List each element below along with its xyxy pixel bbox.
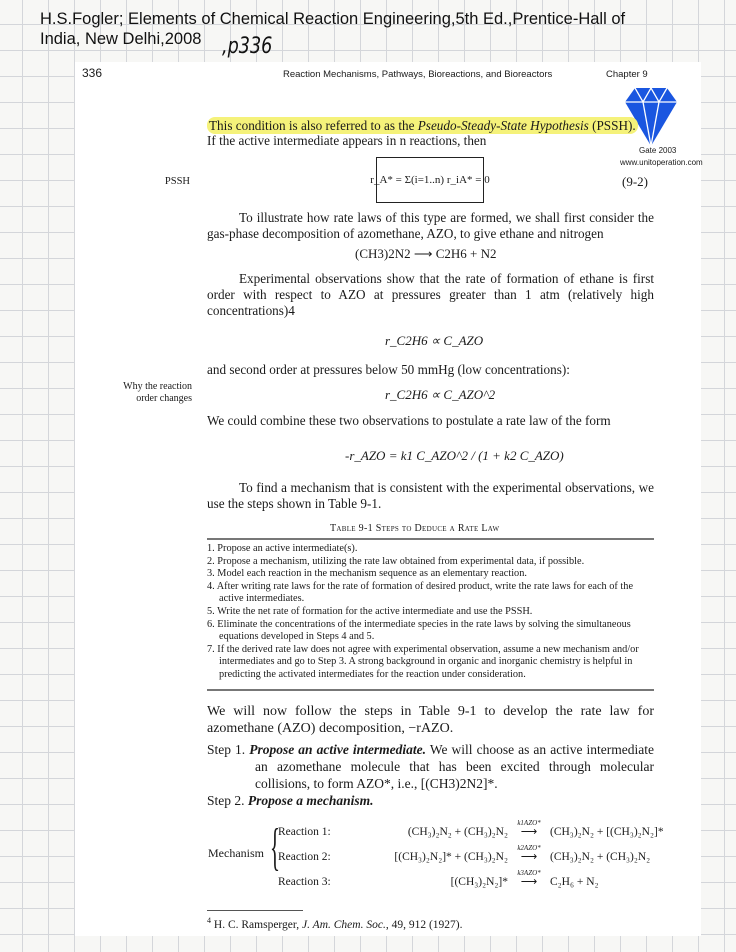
equation-number: (9-2)	[622, 174, 648, 189]
reaction-arrow: k1AZO* ⟶	[508, 820, 550, 845]
reaction-row	[278, 845, 664, 870]
text: This condition is also referred to as the	[209, 118, 418, 133]
table-row: 5. Write the net rate of formation for the active intermediate and use the PSSH.	[207, 605, 533, 617]
reaction-rhs: C₂H₆ + N₂	[550, 876, 599, 888]
rate-law-equation: -r_AZO = k1 C_AZO^2 / (1 + k2 C_AZO)	[345, 448, 564, 463]
rate-constant: k3AZO*	[517, 869, 541, 877]
second-order-relation: r_C2H6 ∝ C_AZO^2	[385, 387, 496, 402]
step-title: Propose a mechanism.	[247, 793, 374, 808]
reaction-lhs: (CH₃)₂N₂ + (CH₃)₂N₂	[407, 826, 508, 838]
paragraph: We will now follow the steps in Table 9-1 to develop the rate law for azomethane (AZO) decomposition, −rAZO.	[207, 704, 654, 736]
text: , 49, 912 (1927).	[385, 918, 463, 931]
table-row: 4. After writing rate laws for the rate of formation of desired product, write the rate laws for each of the active intermediates.	[207, 580, 634, 605]
footnote-rule	[207, 910, 303, 911]
reaction-name: Reaction 2:	[278, 851, 331, 863]
reaction-row	[278, 820, 664, 845]
rate-constant: k1AZO*	[517, 819, 541, 827]
paragraph: To illustrate how rate laws of this type are formed, we shall first consider the gas-phase decomposition of azomethane, AZO, to give ethane and nitrogen	[207, 210, 654, 241]
paragraph: To find a mechanism that is consistent with the experimental observations, we use the steps shown in Table 9-1.	[207, 480, 654, 511]
table-top-rule	[207, 538, 654, 540]
text: H. C. Ramsperger,	[211, 918, 303, 931]
step-1	[207, 741, 654, 792]
highlighted-sentence	[207, 118, 636, 134]
reaction-name: Reaction 1:	[278, 826, 331, 838]
step-label: Step 1.	[207, 742, 246, 757]
step-title: Propose an active intermediate.	[249, 742, 427, 757]
text: (PSSH).	[588, 118, 636, 133]
table-row: 2. Propose a mechanism, utilizing the rate law obtained from experimental data, if possible.	[207, 555, 585, 567]
page-number: 336	[82, 66, 103, 80]
reaction-equation: (CH3)2N2 ⟶ C2H6 + N2	[355, 246, 497, 261]
citation-line-1: H.S.Fogler; Elements of Chemical Reaction Engineering,5th Ed.,Prentice-Hall of	[40, 10, 626, 28]
reaction-arrow: k3AZO* ⟶	[508, 870, 550, 895]
brace-icon: {	[270, 819, 280, 876]
pssh-term: Pseudo-Steady-State Hypothesis	[417, 118, 589, 133]
chapter-label: Chapter 9	[606, 69, 648, 80]
journal: J. Am. Chem. Soc.	[302, 918, 386, 931]
reaction-lhs: [(CH₃)₂N₂]*	[450, 876, 508, 888]
paragraph: Experimental observations show that the rate of formation of ethane is first order with respect to AZO at pressures greater than 1 atm (relatively high concentrations)4	[207, 271, 654, 318]
table-title: Table 9-1 Steps to Deduce a Rate Law	[330, 523, 500, 534]
margin-note: Why the reaction order changes	[123, 381, 192, 404]
rate-constant: k2AZO*	[517, 844, 541, 852]
reaction-arrow: k2AZO* ⟶	[508, 845, 550, 870]
paragraph: We could combine these two observations to postulate a rate law of the form	[207, 413, 611, 428]
reaction-name: Reaction 3:	[278, 876, 331, 888]
footnote	[207, 916, 463, 931]
reaction-lhs: [(CH₃)₂N₂]* + (CH₃)₂N₂	[394, 851, 508, 863]
watermark-label: Gate 2003	[639, 146, 677, 155]
equation-9-2: r_A* = Σ(i=1..n) r_iA* = 0	[376, 157, 484, 203]
reaction-rhs: (CH₃)₂N₂ + (CH₃)₂N₂	[550, 851, 651, 863]
margin-label-pssh: PSSH	[164, 176, 190, 187]
step-label: Step 2.	[207, 793, 245, 808]
table-row: 6. Eliminate the concentrations of the intermediate species in the rate laws by solving the simultaneous equations developed in Steps 4 and 5.	[207, 618, 631, 643]
first-order-relation: r_C2H6 ∝ C_AZO	[385, 333, 484, 348]
footnote-marker: 4	[207, 916, 212, 925]
watermark-url: www.unitoperation.com	[620, 158, 703, 167]
step-text: We will choose as an active intermediate an azomethane molecule that has been excited through molecular collisions, to form AZO*, i.e., [(CH3)2N2]*.	[255, 742, 654, 791]
table-row: 3. Model each reaction in the mechanism sequence as an elementary reaction.	[207, 568, 527, 580]
table-row: 7. If the derived rate law does not agree with experimental observation, assume a new mechanism and/or intermediates and go to Step 3. A strong background in organic and inorganic chemistry is helpful in predicting the activated intermediates for the reaction under consideration.	[207, 643, 639, 680]
diamond-logo-icon	[625, 86, 677, 146]
reaction-rhs: (CH₃)₂N₂ + [(CH₃)₂N₂]*	[550, 826, 664, 838]
steps-table	[207, 543, 654, 682]
step-2	[207, 793, 374, 809]
paragraph: and second order at pressures below 50 mmHg (low concentrations):	[207, 362, 570, 377]
table-row: 1. Propose an active intermediate(s).	[207, 543, 358, 554]
table-bottom-rule	[207, 689, 654, 691]
citation-line-2: India, New Delhi,2008	[40, 30, 202, 48]
mechanism-label: Mechanism	[208, 846, 264, 860]
reaction-row	[278, 870, 664, 895]
running-title: Reaction Mechanisms, Pathways, Bioreactions, and Bioreactors	[283, 69, 553, 80]
paragraph: If the active intermediate appears in n reactions, then	[207, 133, 487, 148]
mechanism-reactions	[278, 820, 664, 895]
handwritten-page-note: ,p336	[222, 34, 273, 59]
